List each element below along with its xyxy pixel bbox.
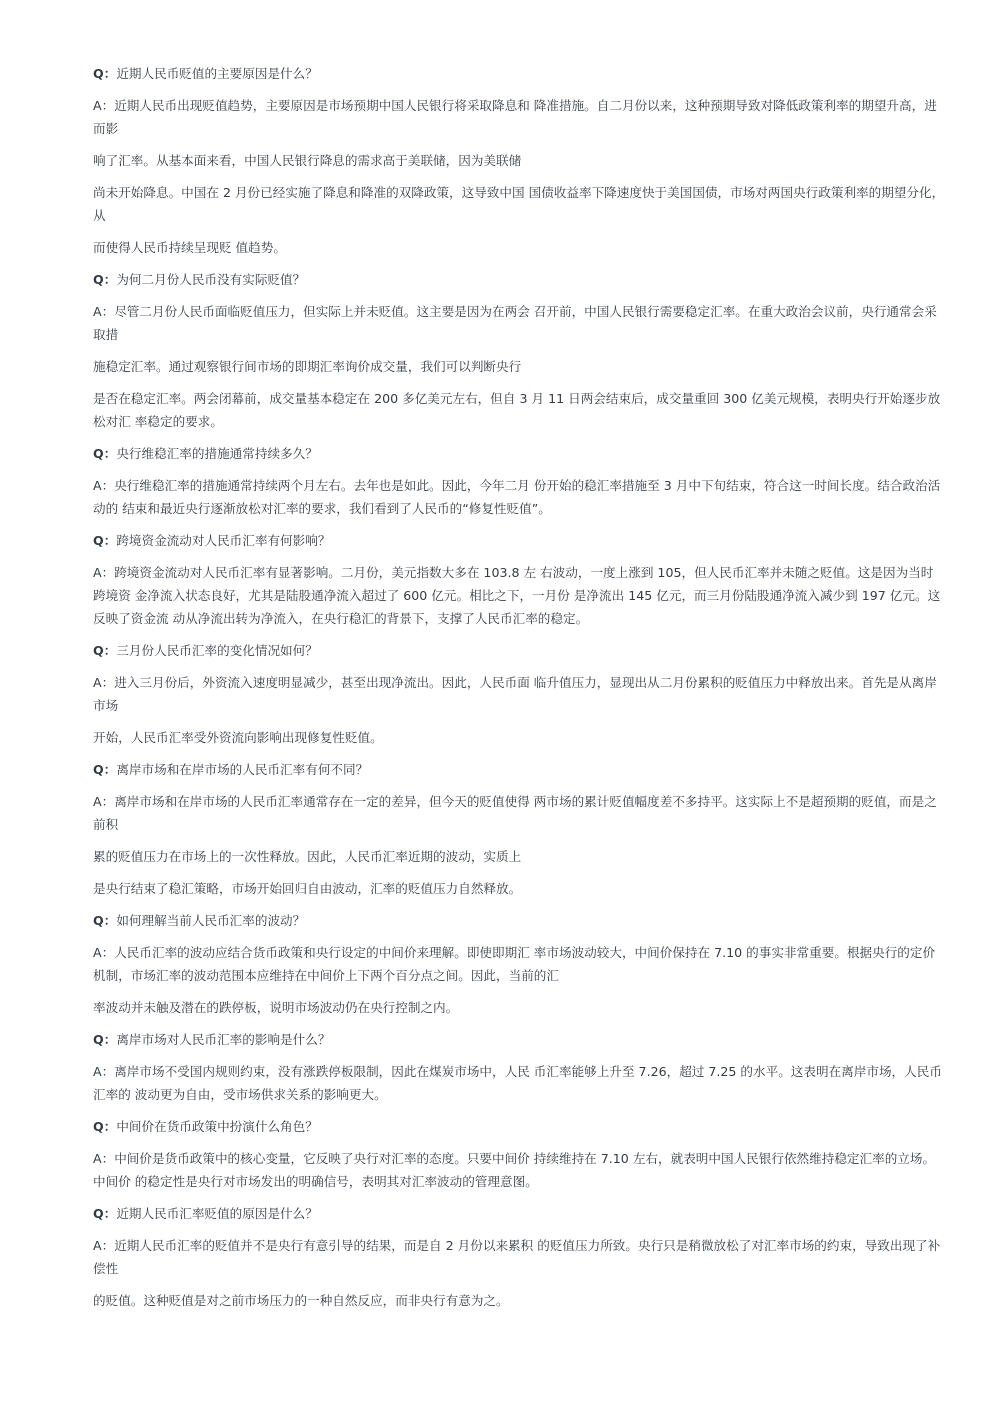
answer-paragraph: 的贬值。这种贬值是对之前市场压力的一种自然反应，而非央行有意为之。 [93,1293,509,1308]
question-paragraph [93,442,945,465]
answer-paragraph: A：尽管二月份人民币面临贬值压力，但实际上并未贬值。这主要是因为在两会 召开前，中国人民银行需要稳定汇率。在重大政治会议前，央行通常会采取措 [93,304,937,342]
question-paragraph [93,639,945,662]
question-label: Q： [93,446,117,461]
answer-paragraph: A：离岸市场不受国内规则约束，没有涨跌停板限制，因此在煤炭市场中，人民 币汇率能够上升至 7.26，超过 7.25 的水平。这表明在离岸市场，人民币汇率的 波动更为自由，受市场供求关系的影响更大。 [93,1064,942,1102]
question-label: Q： [93,1119,117,1134]
question-text: 央行维稳汇率的措施通常持续多久？ [116,446,318,461]
question-paragraph [93,62,945,85]
answer-paragraph: A：中间价是货币政策中的核心变量，它反映了央行对汇率的态度。只要中间价 持续维持在 7.10 左右，就表明中国人民银行依然维持稳定汇率的立场。中间价 的稳定性是央行对市场发出的明确信号，表明其对汇率波动的管理意图。 [93,1151,936,1189]
question-text: 为何二月份人民币没有实际贬值？ [116,272,306,287]
answer-paragraph: 响了汇率。从基本面来看，中国人民银行降息的需求高于美联储，因为美联储 [93,153,522,168]
answer-paragraph: 施稳定汇率。通过观察银行间市场的即期汇率询价成交量，我们可以判断央行 [93,359,522,374]
question-text: 离岸市场对人民币汇率的影响是什么？ [116,1032,331,1047]
question-label: Q： [93,913,117,928]
question-text: 近期人民币贬值的主要原因是什么？ [116,66,318,81]
question-paragraph [93,268,945,291]
question-label: Q： [93,643,117,658]
answer-paragraph: 累的贬值压力在市场上的一次性释放。因此，人民币汇率近期的波动，实质上 [93,849,522,864]
question-paragraph [93,1202,945,1225]
answer-paragraph: 是否在稳定汇率。两会闭幕前，成交量基本稳定在 200 多亿美元左右，但自 3 月 11 日两会结束后，成交量重回 300 亿美元规模，表明央行开始逐步放松对汇 率稳定的要求。 [93,391,941,429]
question-label: Q： [93,1032,117,1047]
question-text: 离岸市场和在岸市场的人民币汇率有何不同？ [116,762,369,777]
answer-paragraph: A：央行维稳汇率的措施通常持续两个月左右。去年也是如此。因此，今年二月 份开始的稳汇率措施至 3 月中下旬结束，符合这一时间长度。结合政治活动的 结束和最近央行逐渐放松对汇率的要求，我们看到了人民币的“修复性贬值”。 [93,478,941,516]
question-text: 如何理解当前人民币汇率的波动？ [116,913,306,928]
answer-paragraph: A：近期人民币汇率的贬值并不是央行有意引导的结果，而是自 2 月份以来累积 的贬值压力所致。央行只是稍微放松了对汇率市场的约束，导致出现了补偿性 [93,1238,941,1276]
answer-paragraph: 尚未开始降息。中国在 2 月份已经实施了降息和降准的双降政策，这导致中国 国债收益率下降速度快于美国国债，市场对两国央行政策利率的期望分化，从 [93,185,945,223]
question-text: 中间价在货币政策中扮演什么角色？ [116,1119,318,1134]
question-label: Q： [93,533,117,548]
answer-paragraph: 而使得人民币持续呈现贬 值趋势。 [93,240,286,255]
question-paragraph [93,1115,945,1138]
answer-paragraph: A：进入三月份后，外资流入速度明显减少，甚至出现净流出。因此，人民币面 临升值压力，显现出从二月份累积的贬值压力中释放出来。首先是从离岸市场 [93,675,937,713]
question-label: Q： [93,1206,117,1221]
question-text: 三月份人民币汇率的变化情况如何？ [116,643,318,658]
answer-paragraph: 开始，人民币汇率受外资流向影响出现修复性贬值。 [93,730,383,745]
question-paragraph [93,529,945,552]
document-body [93,62,945,1321]
answer-paragraph: A：离岸市场和在岸市场的人民币汇率通常存在一定的差异，但今天的贬值使得 两市场的累计贬值幅度差不多持平。这实际上不是超预期的贬值，而是之前积 [93,794,937,832]
question-text: 跨境资金流动对人民币汇率有何影响？ [116,533,331,548]
question-text: 近期人民币汇率贬值的原因是什么？ [116,1206,318,1221]
answer-paragraph: A：近期人民币出现贬值趋势，主要原因是市场预期中国人民银行将采取降息和 降准措施。自二月份以来，这种预期导致对降低政策利率的期望升高，进而影 [93,98,937,136]
question-paragraph [93,1028,945,1051]
answer-paragraph: 率波动并未触及潜在的跌停板，说明市场波动仍在央行控制之内。 [93,1000,459,1015]
question-paragraph [93,909,945,932]
question-label: Q： [93,272,117,287]
answer-paragraph: 是央行结束了稳汇策略，市场开始回归自由波动，汇率的贬值压力自然释放。 [93,881,522,896]
answer-paragraph: A：跨境资金流动对人民币汇率有显著影响。二月份，美元指数大多在 103.8 左 右波动，一度上涨到 105，但人民币汇率并未随之贬值。这是因为当时跨境资 金净流入状态良好，尤其是陆股通净流入超过了 600 亿元。相比之下，一月份 是净流出 145 亿元，而三月份陆股通净流入减少到 197 亿元。这反映了资金流 动从净流出转为净流入，在央行稳汇的背景下，支撑了人民币汇率的稳定。 [93,565,941,626]
answer-paragraph: A：人民币汇率的波动应结合货币政策和央行设定的中间价来理解。即使即期汇 率市场波动较大，中间价保持在 7.10 的事实非常重要。根据央行的定价机制，市场汇率的波动范围本应维持在中间价上下两个百分点之间。因此，当前的汇 [93,945,936,983]
question-label: Q： [93,762,117,777]
question-paragraph [93,758,945,781]
question-label: Q： [93,66,117,81]
